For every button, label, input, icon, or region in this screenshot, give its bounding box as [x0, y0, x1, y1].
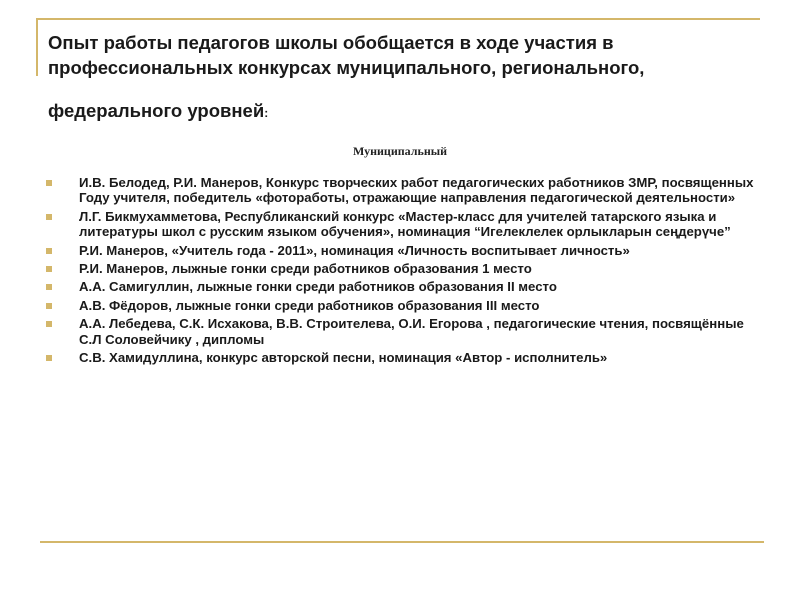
bottom-border-line: [40, 541, 764, 543]
slide-title: [48, 30, 758, 80]
list-item: [45, 279, 765, 294]
list-item-text: А.А. Самигуллин, лыжные гонки среди работников образования II место: [79, 279, 557, 295]
bullet-square-icon: [46, 284, 52, 290]
list-item: [45, 316, 765, 347]
bullet-square-icon: [46, 355, 52, 361]
list-item-text: С.В. Хамидуллина, конкурс авторской песни, номинация «Автор - исполнитель»: [79, 350, 608, 366]
list-item: [45, 350, 765, 365]
list-item-text: Л.Г. Бикмухамметова, Республиканский конкурс «Мастер-класс для учителей татарского языка и литературы школ с русским языком обучения», номинация “Игелеклелек орлыкларын сеңдерүче”: [79, 208, 731, 240]
list-item-text: Р.И. Манеров, лыжные гонки среди работников образования 1 место: [79, 261, 532, 277]
achievements-list: [45, 175, 765, 368]
bullet-square-icon: [46, 248, 52, 254]
bullet-square-icon: [46, 321, 52, 327]
title-line-3: федерального уровней: [48, 100, 265, 121]
left-border-line: [36, 18, 38, 76]
list-item: [45, 261, 765, 276]
list-item: [45, 175, 765, 206]
title-line-2: профессиональных конкурсах муниципального, регионального,: [48, 57, 645, 78]
title-line-1: Опыт работы педагогов школы обобщается в ходе участия в: [48, 32, 614, 53]
bullet-square-icon: [46, 214, 52, 220]
list-item-text: А.А. Лебедева, С.К. Исхакова, В.В. Строителева, О.И. Егорова , педагогические чтения, посвящённые С.Л Соловейчику , дипломы: [79, 316, 744, 347]
list-item: [45, 298, 765, 313]
bullet-square-icon: [46, 266, 52, 272]
top-border-line: [36, 18, 760, 20]
list-item: [45, 209, 765, 240]
section-subheading: Муниципальный: [352, 144, 448, 158]
list-item-text: А.В. Фёдоров, лыжные гонки среди работников образования III место: [79, 297, 540, 313]
list-item-text: Р.И. Манеров, «Учитель года - 2011», номинация «Личность воспитывает личность»: [79, 242, 630, 258]
title-colon: :: [264, 106, 269, 120]
list-item: [45, 243, 765, 258]
list-item-text: И.В. Белодед, Р.И. Манеров, Конкурс творческих работ педагогических работников ЗМР, посвященных Году учителя, победитель «фоторaботы, отражающие направления педагогической деятельности»: [79, 175, 754, 206]
bullet-square-icon: [46, 180, 52, 186]
bullet-square-icon: [46, 303, 52, 309]
title-line-3-wrap: [48, 98, 268, 126]
